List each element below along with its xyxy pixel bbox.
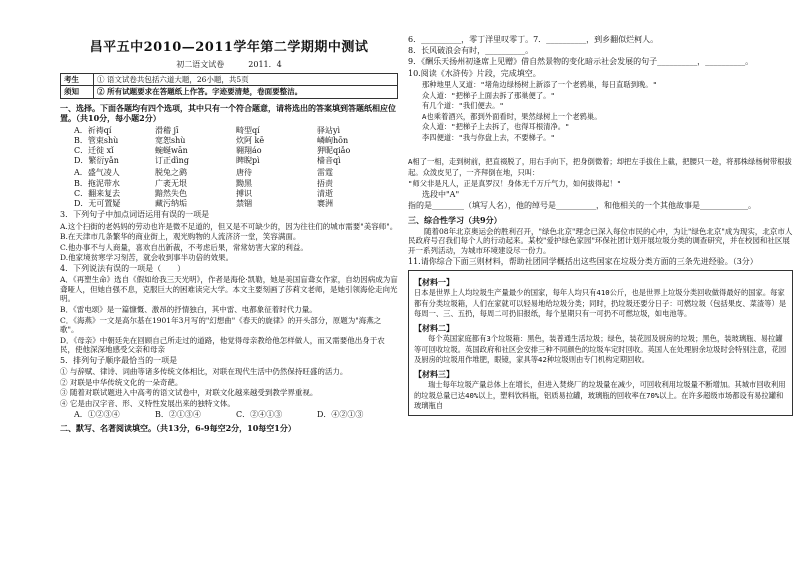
q9: 9．《酬乐天扬州初逢席上见赠》借自然景物的变化暗示社会发展的句子__________，__________。 xyxy=(408,57,754,67)
option-cell: 宽恕shù xyxy=(155,135,186,145)
excerpt-line: 有几个道："我们便去。" xyxy=(422,101,504,111)
option-cell: 炊阿 kē xyxy=(236,135,265,145)
q4-option: D．《母亲》中朝廷先在回顾自己所走过的道路，他觉得母亲教给他怎样做人，而又需要他出身于农民，使他深深地感受父亲和母亲 xyxy=(60,335,385,355)
option-cell: 订正dìng xyxy=(155,156,189,166)
excerpt-passage xyxy=(408,157,793,189)
option-cell: D．④②①③ xyxy=(317,409,364,419)
q5-item: ④ 它是由汉字音、形、义特性发展出来的独特文体。 xyxy=(60,399,235,408)
option-cell: 畸型qí xyxy=(236,125,260,135)
q5-options xyxy=(60,410,398,420)
material1-label: 【材料一】 xyxy=(414,276,454,287)
q8: 8．长风破浪会有时，__________。 xyxy=(408,46,534,56)
option-cell: 嶙峋hōn xyxy=(317,135,349,145)
option-cell: A．盛气凌人 xyxy=(74,168,120,178)
option-cell: 驿站yì xyxy=(317,125,341,135)
q2-row xyxy=(60,168,398,178)
option-cell: 脱兔之鹞 xyxy=(155,168,187,178)
exam-subtitle: 初二语文试卷 2011．4 xyxy=(176,59,282,69)
option-cell: 睥睨pì xyxy=(236,156,260,166)
notice-line-2: ② 所有试题要求在答题纸上作答。字迹要清楚，卷面要整洁。 xyxy=(94,86,398,99)
right-column xyxy=(408,34,793,419)
q11-stem: 11.请你综合下面三则材料，帮助社团同学概括出这些国家在垃圾分类方面的三条先进经验。（3分） xyxy=(408,256,758,266)
q4-option: B．《雷电颂》是一篇慷慨、激昂的抒情独白，其中雷、电都象征着时代力量。 xyxy=(60,305,317,315)
q4-option: A．《再塑生命》选自《假如给我三天光明》，作者是海伦·凯勒，她是美国盲聋女作家，自幼因病成为盲聋哑人，但她自强不息，克服巨大的困难读完大学。本文主要刻画了莎莉文老师，是她引领海伦走向光明。 xyxy=(60,275,398,304)
q2-row xyxy=(60,199,398,209)
q5-stem: 5．排列句子顺序最恰当的一项是 xyxy=(60,355,178,365)
excerpt-line: 众人道："把梯子上去拆了，也得耳根清净。" xyxy=(422,122,570,132)
option-cell: C．②④①③ xyxy=(236,409,283,419)
exam-title: 昌平五中2010—2011学年第二学期期中测试 xyxy=(89,40,369,55)
section3-intro: 随着08年北京奥运会的胜利召开，"绿色北京"理念已深入每位市民的心中，为让"绿色北京"成为现实，北京市人民政府号召我们每个人的行动起来。某校"爱护绿色家园"环保社团计划开展垃圾分类的调查研究，并在校园和社区展开一系列活动，为城市环境建设尽一份力。 xyxy=(408,226,793,256)
q1-row xyxy=(60,146,398,156)
option-cell: D．无可置疑 xyxy=(74,199,121,209)
q2-row xyxy=(60,179,398,189)
option-cell: 滑稽 jī xyxy=(155,125,179,135)
material2-label: 【材料二】 xyxy=(414,322,454,333)
section2-heading: 二、默写、名著阅读填空。（共13分，6-9每空2分，10每空1分） xyxy=(60,422,296,433)
q3-option: B.在天津市几条繁华的商业街上，观光购物的人流济济一堂，笑容满面。 xyxy=(60,232,301,242)
option-cell: 樯音qì xyxy=(317,156,341,166)
materials-box xyxy=(408,270,793,416)
section3-heading: 三、综合性学习（共9分） xyxy=(408,214,502,225)
option-cell: C．翻来复去 xyxy=(74,188,121,198)
q2-options xyxy=(60,168,398,209)
notice-label-2: 须知 xyxy=(61,86,94,99)
q2-row xyxy=(60,189,398,199)
option-cell: 捂责 xyxy=(317,178,333,188)
left-column xyxy=(60,0,398,435)
option-cell: B．管束shù xyxy=(74,135,119,145)
material3-label: 【材料三】 xyxy=(414,368,454,379)
option-cell: C．迁徙 xǐ xyxy=(74,145,114,155)
q3-option: A.这个扫街的老妈妈的劳动也许是微不足道的，但又是不可缺少的，因为往往们的城市需要"美容师"。 xyxy=(60,221,398,231)
excerpt-line: 众人道："把梯子上面去拆了那巢便了。" xyxy=(422,90,555,100)
material1-text: 日本是世界上人均垃圾生产量最少的国家，每年人均只有410公斤，也是世界上垃圾分类回收做得最好的国家。每家都有分类垃圾箱，人们在家就可以轻易地给垃圾分类；同时，扔垃圾还要分日子：可燃垃圾（包括果皮、菜渣等）是每周一、三、五扔，每周二可扔旧报纸，每个星期只有一可扔不可燃垃圾，如电池等。 xyxy=(414,288,787,319)
q10-stem: 10.阅读《水浒传》片段，完成填空。 xyxy=(408,68,541,78)
q3-option: D.他家境贫寒学习刻苦，就会收到事半功倍的效果。 xyxy=(60,253,234,263)
q3-stem: 3．下列句子中加点词语运用有误的一项是 xyxy=(60,210,210,220)
option-cell: 唐待 xyxy=(236,168,252,178)
option-cell: D．繁衍yǎn xyxy=(74,156,119,166)
passage-line: "师父非是凡人，正是真罗汉！身体无千万斤气力，如何拔得起！" xyxy=(408,178,622,188)
option-cell: 清逝 xyxy=(317,188,333,198)
q5-item: ③ 随着对联试题进入中高考的语文试卷中，对联文化越来越受到教学界重视。 xyxy=(60,388,318,398)
q5-item: ① 与辞赋、律诗、词曲等诸多传统文体相比，对联在现代生活中仍然保持旺盛的活力。 xyxy=(60,367,348,377)
option-cell: 广袤无垠 xyxy=(155,178,187,188)
option-cell: A．①②③④ xyxy=(74,409,120,419)
notice-table xyxy=(60,73,398,99)
q6-q7: 6．__________，零丁洋里叹零丁。7．__________，到乡翻似烂柯人。 xyxy=(408,35,659,44)
option-cell: 禁锢 xyxy=(236,199,252,209)
option-cell: 搏识 xyxy=(236,188,252,198)
option-cell: A．祈祷qí xyxy=(74,125,112,135)
q1-row xyxy=(60,126,398,136)
option-cell: B．②①③④ xyxy=(155,409,201,419)
q1-row xyxy=(60,156,398,166)
q10-select: 选段中"A" xyxy=(422,190,460,200)
option-cell: 雷霆 xyxy=(317,168,333,178)
option-cell: 黯然失色 xyxy=(155,188,187,198)
excerpt-line: 李四便道："我与你盘上去，不要梯子。" xyxy=(422,132,555,142)
option-cell: 蜿蜒wān xyxy=(155,145,188,155)
option-cell: 褰洲 xyxy=(317,199,333,209)
option-cell: 黝黑 xyxy=(236,178,252,188)
material2-text: 每个英国家庭都有3个垃圾箱：黑色，装普通生活垃圾；绿色，装花园及厨房的垃圾；黑色，装玻璃瓶、易拉罐等可回收垃圾。英国政府和社区会安排三种不同颜色的垃圾车定时回收。英国人在处理厨余垃圾时会特别注意，花园及厨房的垃圾用作堆肥，眼镜，家具等42种垃圾则由专门机构定期回收。 xyxy=(414,334,787,365)
passage-line: A相了一相，走到树前，把直裰脱了，用右手向下，把身倒微着；却把左手拔住上截，把腰只一趁，将那株绿杨树带根拔起。众泼皮见了，一齐拜倒在地，只叫： xyxy=(408,157,792,177)
option-cell: 藏污纳垢 xyxy=(155,199,187,209)
excerpt-line: A也乘着酒兴，都到外面看时，果然绿树上一个老鸦巢。 xyxy=(422,111,602,121)
option-cell: B．拖泥带水 xyxy=(74,178,120,188)
notice-label-1: 考生 xyxy=(61,73,94,86)
excerpt-block xyxy=(408,80,793,143)
q4-stem: 4．下列说法有误的一项是（ ） xyxy=(60,264,186,273)
q1-options xyxy=(60,126,398,167)
option-cell: 翱翔áo xyxy=(236,145,262,155)
q3-option: C.他办事不与人商量，喜欢自出新裁，不考虑后果，常常妨害大家的利益。 xyxy=(60,242,308,252)
option-cell: 狎昵qiǎo xyxy=(317,145,351,155)
q1-row xyxy=(60,136,398,146)
section1-heading: 一、选择。下面各题均有四个选项，其中只有一个符合题意，请将选出的答案填到答题纸相应位置。（共10分，每小题2分） xyxy=(60,103,396,124)
notice-line-1: ① 语文试卷共包括六道大题，26小题，共5页 xyxy=(94,73,398,86)
q10-fill: 指的是________（填写人名），他的绰号是__________，和他相关的一个其他故事是____________。 xyxy=(408,201,756,211)
excerpt-line: 那种地里人叉道："堵角边绿杨树上新添了一个老鸦巢，每日直聒到晚。" xyxy=(422,79,657,89)
q5-item: ② 对联是中华传统文化的一朵奇葩。 xyxy=(60,377,183,387)
material3-text: 瑞士每年垃圾产量总体上在增长，但进入焚烧厂的垃圾量在减少，可回收利用垃圾量不断增加。其城市回收利用的垃圾总量已达40%以上，塑料饮料瓶，铝质易拉罐，玻璃瓶的回收率在70%以上。在许多超级市场都设有易拉罐和玻璃瓶自 xyxy=(414,380,786,411)
q4-option: C．《海燕》一文是高尔基在1901年3月写的"幻想曲"《春天的旋律》的开头部分，原题为"海燕之歌"。 xyxy=(60,315,382,335)
